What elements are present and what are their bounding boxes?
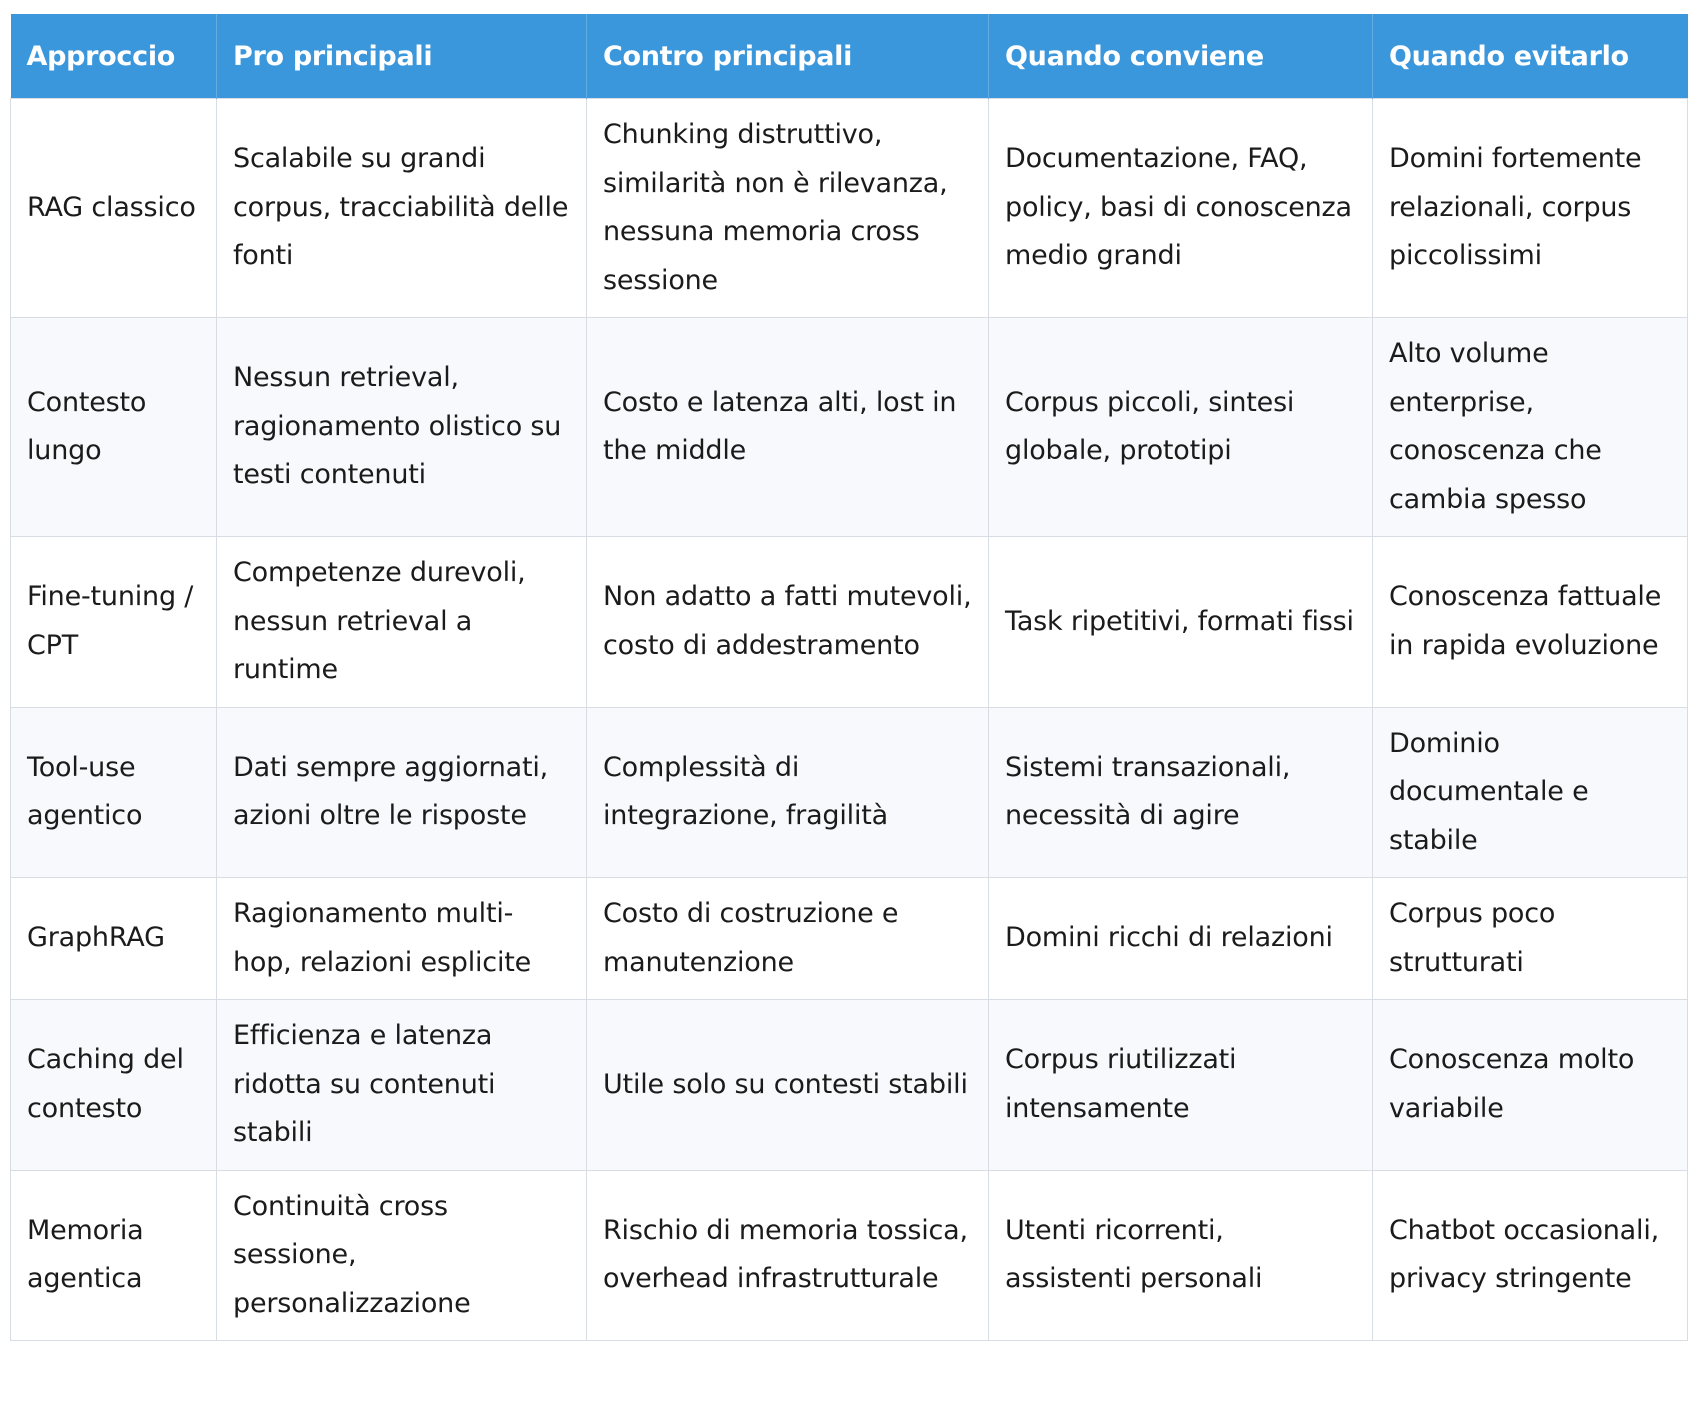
cell-pro: Efficienza e latenza ridotta su contenuti stabili [217, 1000, 587, 1171]
cell-conviene: Sistemi transazionali, necessità di agire [989, 707, 1373, 878]
cell-conviene: Corpus piccoli, sintesi globale, prototipi [989, 318, 1373, 537]
table-row [11, 1000, 1688, 1171]
table-body [11, 99, 1688, 1341]
cell-contro: Chunking distruttivo, similarità non è rilevanza, nessuna memoria cross sessione [587, 99, 989, 318]
cell-conviene: Domini ricchi di relazioni [989, 878, 1373, 1000]
table-row [11, 707, 1688, 878]
cell-evitarlo: Domini fortemente relazionali, corpus piccolissimi [1373, 99, 1688, 318]
cell-conviene: Corpus riutilizzati intensamente [989, 1000, 1373, 1171]
cell-approccio: Tool-use agentico [11, 707, 217, 878]
table-row [11, 99, 1688, 318]
comparison-table [10, 14, 1688, 1341]
cell-conviene: Documentazione, FAQ, policy, basi di conoscenza medio grandi [989, 99, 1373, 318]
cell-evitarlo: Conoscenza molto variabile [1373, 1000, 1688, 1171]
cell-pro: Ragionamento multi-hop, relazioni esplicite [217, 878, 587, 1000]
cell-contro: Complessità di integrazione, fragilità [587, 707, 989, 878]
cell-contro: Utile solo su contesti stabili [587, 1000, 989, 1171]
cell-approccio: Caching del contesto [11, 1000, 217, 1171]
table-row [11, 318, 1688, 537]
table-header [11, 14, 1688, 99]
comparison-table-container [10, 14, 1687, 1341]
header-row [11, 14, 1688, 99]
cell-approccio: Memoria agentica [11, 1170, 217, 1341]
cell-approccio: Fine-tuning / CPT [11, 537, 217, 708]
table-row [11, 878, 1688, 1000]
cell-evitarlo: Alto volume enterprise, conoscenza che cambia spesso [1373, 318, 1688, 537]
cell-contro: Rischio di memoria tossica, overhead infrastrutturale [587, 1170, 989, 1341]
table-row [11, 1170, 1688, 1341]
cell-pro: Nessun retrieval, ragionamento olistico su testi contenuti [217, 318, 587, 537]
cell-conviene: Utenti ricorrenti, assistenti personali [989, 1170, 1373, 1341]
cell-contro: Non adatto a fatti mutevoli, costo di addestramento [587, 537, 989, 708]
cell-evitarlo: Conoscenza fattuale in rapida evoluzione [1373, 537, 1688, 708]
header-quando-conviene: Quando conviene [989, 14, 1373, 99]
cell-approccio: RAG classico [11, 99, 217, 318]
header-pro-principali: Pro principali [217, 14, 587, 99]
cell-evitarlo: Dominio documentale e stabile [1373, 707, 1688, 878]
header-contro-principali: Contro principali [587, 14, 989, 99]
header-quando-evitarlo: Quando evitarlo [1373, 14, 1688, 99]
cell-approccio: Contesto lungo [11, 318, 217, 537]
cell-pro: Competenze durevoli, nessun retrieval a runtime [217, 537, 587, 708]
cell-contro: Costo di costruzione e manutenzione [587, 878, 989, 1000]
cell-pro: Dati sempre aggiornati, azioni oltre le risposte [217, 707, 587, 878]
cell-pro: Continuità cross sessione, personalizzazione [217, 1170, 587, 1341]
cell-conviene: Task ripetitivi, formati fissi [989, 537, 1373, 708]
cell-pro: Scalabile su grandi corpus, tracciabilità delle fonti [217, 99, 587, 318]
header-approccio: Approccio [11, 14, 217, 99]
table-row [11, 537, 1688, 708]
cell-evitarlo: Corpus poco strutturati [1373, 878, 1688, 1000]
cell-contro: Costo e latenza alti, lost in the middle [587, 318, 989, 537]
cell-evitarlo: Chatbot occasionali, privacy stringente [1373, 1170, 1688, 1341]
cell-approccio: GraphRAG [11, 878, 217, 1000]
